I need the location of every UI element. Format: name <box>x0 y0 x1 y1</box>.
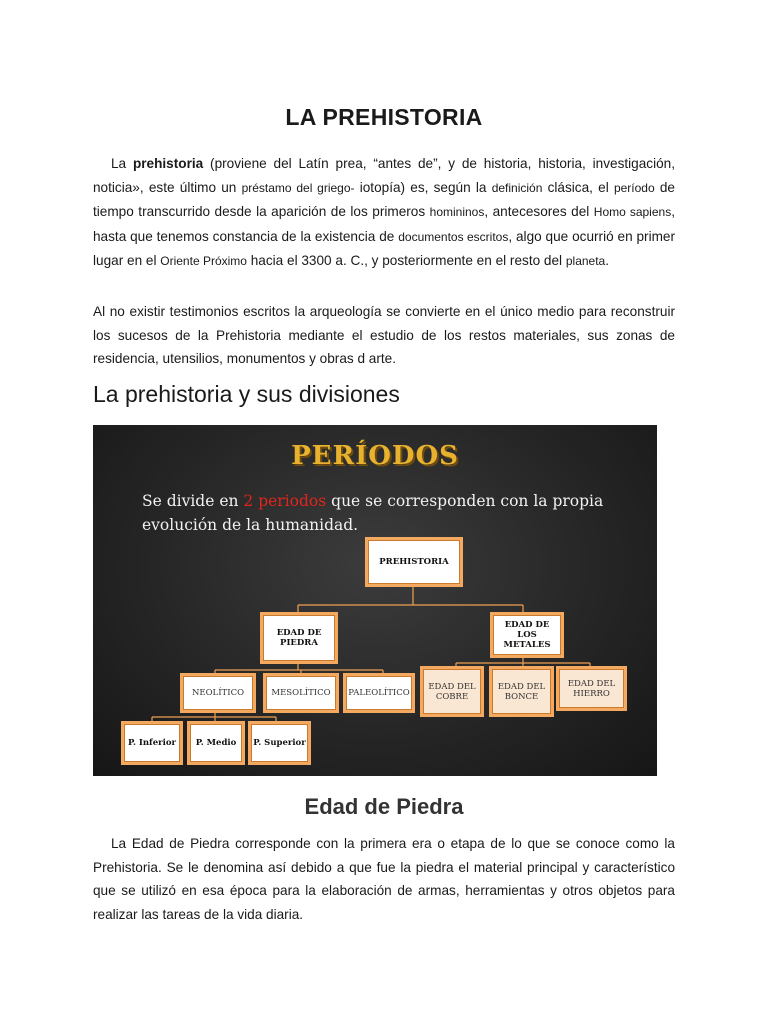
text-run: Oriente Próximo <box>160 254 247 268</box>
node-p-medio: P. Medio <box>187 721 245 765</box>
stone-age-paragraph <box>93 832 675 926</box>
node-p-superior: P. Superior <box>248 721 311 765</box>
periods-infographic <box>93 425 657 776</box>
text-run: , algo que ocurrió en primer lugar en el <box>93 228 676 268</box>
text-run: hacia el 3300 a. C., y posteriormente en el resto del <box>246 253 566 268</box>
node-paleolitico: PALEOLÍTICO <box>343 673 415 713</box>
text-run: , antecesores del <box>484 204 594 219</box>
text-run: de tiempo transcurrido desde la aparición de los primeros <box>93 179 675 219</box>
text-run: . Se le denomina así debido a que fue la piedra el material principal y característico que se utilizó en esa época para la elaboración de armas, herramientas y otros objetos para realizar las tareas de la vida diaria. <box>93 859 675 922</box>
text-run: planeta <box>565 254 606 268</box>
text-run: . <box>605 253 610 268</box>
text-run: documentos escritos <box>398 229 509 244</box>
node-edad-de-los-metales: EDAD DE LOS METALES <box>490 612 564 658</box>
text-run: La Edad de Piedra corresponde con la primera era o etapa de lo que se conoce como la Prehistoria <box>93 836 675 875</box>
text-run: que se corresponden con la propia evolución de la humanidad. <box>142 492 604 534</box>
stone-age-heading: Edad de Piedra <box>304 794 464 819</box>
node-p-inferior: P. Inferior <box>121 721 183 765</box>
node-neolitico: NEOLÍTICO <box>180 673 256 713</box>
node-edad-del-hierro: EDAD DEL HIERRO <box>556 666 627 711</box>
text-run: homininos <box>429 205 485 219</box>
text-run: Homo sapiens <box>593 205 672 219</box>
text-run: La <box>111 156 133 171</box>
highlight-text: 2 periodos <box>243 492 327 510</box>
text-run: , hasta que tenemos constancia de la existencia de <box>93 204 675 244</box>
term-prehistoria: prehistoria <box>132 156 204 171</box>
intro-paragraph <box>93 152 675 274</box>
text-run: clásica, el <box>542 179 614 195</box>
section-heading: La prehistoria y sus divisiones <box>93 381 400 407</box>
text-run: definición <box>491 180 543 195</box>
infographic-title: PERÍODOS <box>291 441 459 471</box>
text-run: préstamo del griego- <box>241 180 355 195</box>
text-run: (proviene del Latín prea, “antes de”, y de historia, historia, investigación, noticia», este último un <box>93 156 675 195</box>
text-run: período <box>613 180 655 195</box>
node-mesolitico: MESOLÍTICO <box>263 673 339 713</box>
node-edad-de-piedra: EDAD DE PIEDRA <box>260 612 338 664</box>
archaeology-paragraph: Al no existir testimonios escritos la arqueología se convierte en el único medio para reconstruir los sucesos de la Prehistoria mediante el estudio de los restos materiales, sus zonas de residencia, utensilios, monumentos y obras d arte. <box>93 304 675 366</box>
text-run: iotopía) es, según la <box>354 179 492 195</box>
node-prehistoria: PREHISTORIA <box>365 537 463 587</box>
text-run: Se divide en <box>142 492 244 510</box>
page-title: LA PREHISTORIA <box>285 104 483 130</box>
node-edad-del-cobre: EDAD DEL COBRE <box>420 666 484 717</box>
node-edad-del-bonce: EDAD DEL BONCE <box>489 666 554 717</box>
